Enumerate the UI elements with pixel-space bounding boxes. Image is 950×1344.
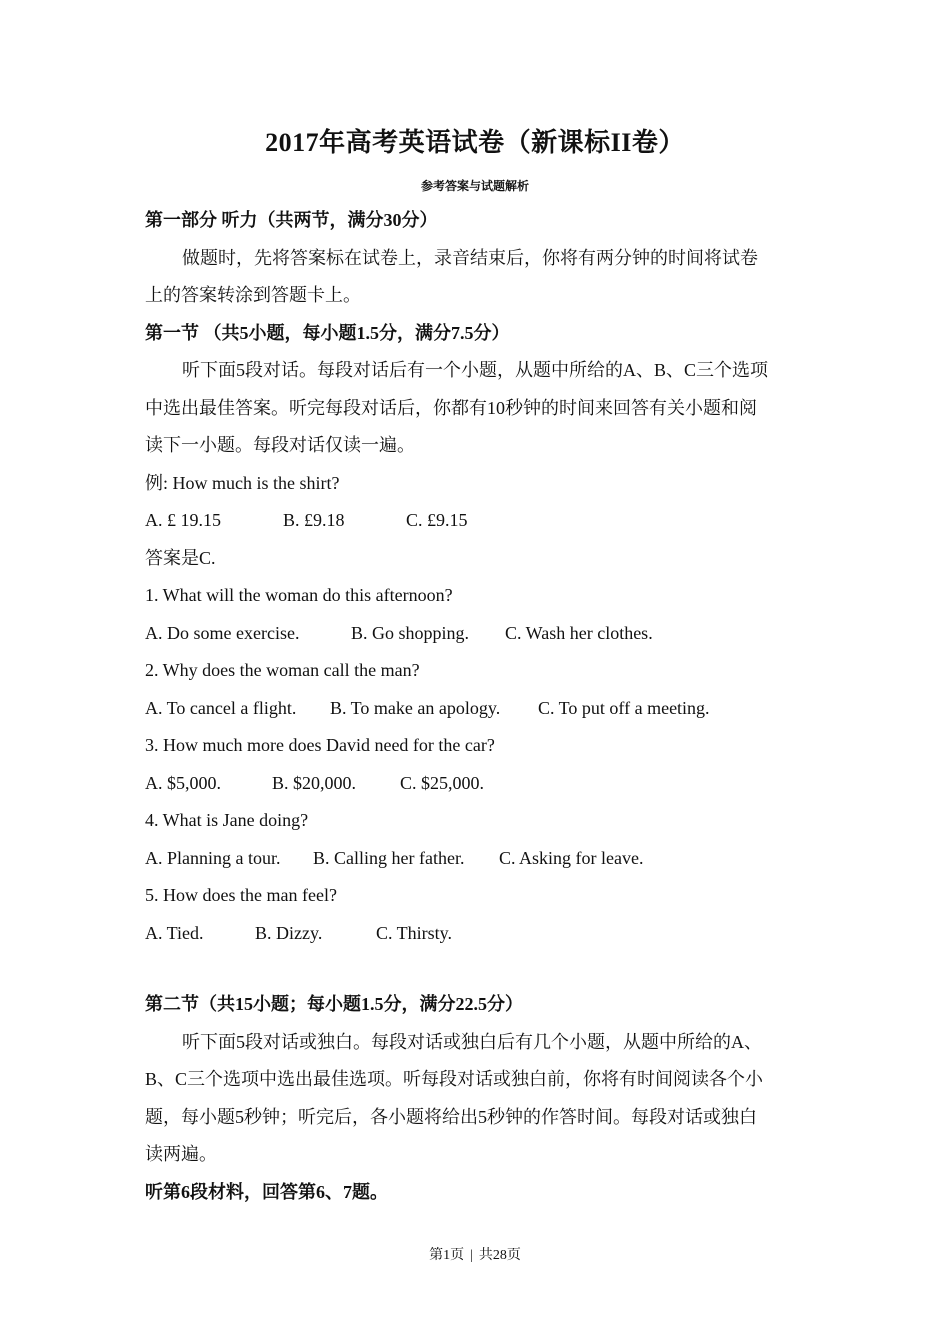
option: B. Dizzy.	[255, 922, 323, 943]
option: C. Thirsty.	[376, 922, 453, 943]
option: B. £9.18	[283, 510, 345, 530]
example-options	[145, 502, 815, 540]
option: B. $20,000.	[272, 772, 357, 793]
option: C. Asking for leave.	[499, 847, 644, 868]
option: A. Do some exercise.	[145, 622, 300, 643]
section2-intro-line: B、C三个选项中选出最佳选项。听每段对话或独白前，你将有时间阅读各个小	[145, 1069, 764, 1089]
question-5: 5. How does the man feel?	[145, 885, 337, 905]
section2-heading: 第二节（共15小题；每小题1.5分，满分22.5分）	[145, 994, 523, 1014]
section2-intro-line: 读两遍。	[145, 1144, 217, 1164]
question-4-options	[145, 840, 815, 878]
option: C. £9.15	[406, 510, 468, 530]
page-number: 第1页	[429, 1248, 465, 1263]
question-2: 2. Why does the woman call the man?	[145, 660, 420, 680]
page-total: 共28页	[478, 1248, 521, 1263]
option: A. $5,000.	[145, 772, 221, 793]
option: B. To make an apology.	[330, 697, 501, 718]
option: C. Wash her clothes.	[505, 622, 653, 643]
material-heading: 听第6段材料，回答第6、7题。	[145, 1181, 388, 1202]
section1-intro-line: 中选出最佳答案。听完每段对话后，你都有10秒钟的时间来回答有关小题和阅	[145, 397, 757, 418]
option: A. Tied.	[145, 922, 204, 943]
section1-intro-line: 读下一小题。每段对话仅读一遍。	[145, 435, 415, 455]
part1-intro-line: 上的答案转涂到答题卡上。	[145, 285, 361, 305]
option: B. Calling her father.	[313, 847, 465, 868]
section2-intro-line: 题，每小题5秒钟；听完后，各小题将给出5秒钟的作答时间。每段对话或独白	[145, 1106, 757, 1127]
page-subtitle: 参考答案与试题解析	[420, 179, 529, 193]
example-question: 例: How much is the shirt?	[145, 472, 340, 493]
body-block-2	[145, 986, 815, 1211]
part1-intro-line: 做题时，先将答案标在试卷上，录音结束后，你将有两分钟的时间将试卷	[182, 247, 758, 268]
page-title: 2017年高考英语试卷（新课标II卷）	[265, 128, 685, 157]
option: C. To put off a meeting.	[538, 697, 710, 718]
question-1-options	[145, 615, 815, 653]
example-answer: 答案是C.	[145, 547, 216, 568]
question-5-options	[145, 915, 815, 953]
question-4: 4. What is Jane doing?	[145, 810, 309, 830]
option: A. £ 19.15	[145, 510, 221, 530]
section2-intro-line: 听下面5段对话或独白。每段对话或独白后有几个小题，从题中所给的A、	[182, 1031, 762, 1052]
section1-heading: 第一节 （共5小题，每小题1.5分，满分7.5分）	[145, 322, 510, 343]
option: B. Go shopping.	[351, 622, 470, 643]
option: A. To cancel a flight.	[145, 697, 297, 718]
question-3-options	[145, 765, 815, 803]
question-1: 1. What will the woman do this afternoon?	[145, 585, 453, 605]
question-3: 3. How much more does David need for the car?	[145, 735, 495, 755]
question-2-options	[145, 690, 815, 728]
option: A. Planning a tour.	[145, 847, 281, 868]
footer-separator: |	[470, 1248, 473, 1263]
body-block-1	[145, 202, 815, 952]
option: C. $25,000.	[400, 772, 485, 793]
part1-heading: 第一部分 听力（共两节，满分30分）	[145, 210, 438, 230]
section1-intro-line: 听下面5段对话。每段对话后有一个小题，从题中所给的A、B、C三个选项	[182, 360, 769, 380]
page-footer	[0, 1244, 950, 1264]
